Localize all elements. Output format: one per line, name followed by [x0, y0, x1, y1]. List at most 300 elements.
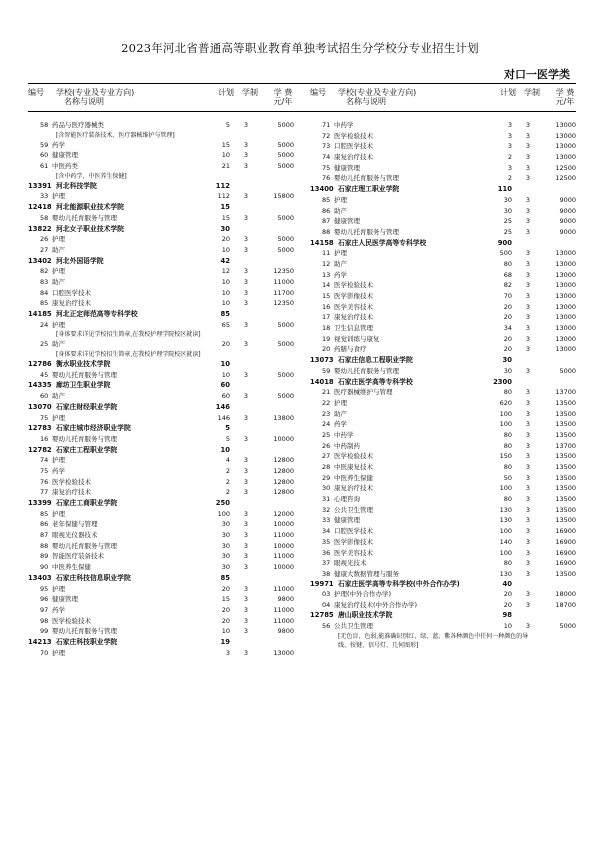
major-name: 口腔医学技术 [52, 288, 91, 297]
major-fee: 5000 [277, 213, 294, 222]
major-length: 3 [525, 313, 530, 322]
school-row [28, 637, 296, 648]
school-name: 石家庄信息工程职业学院 [338, 356, 413, 365]
school-name: 石家庄科技信息职业学院 [56, 573, 131, 582]
school-plan: 19 [220, 637, 230, 646]
major-fee: 5000 [277, 340, 294, 349]
major-row [28, 487, 296, 498]
major-fee: 13000 [555, 249, 576, 258]
major-fee: 12350 [273, 267, 294, 276]
major-name: 中药制药 [334, 441, 360, 450]
major-length: 3 [525, 345, 530, 354]
header-code: 编号 [310, 88, 326, 97]
left-list [28, 114, 296, 658]
major-code: 03 [322, 590, 331, 599]
major-fee: 13000 [555, 142, 576, 151]
major-length: 3 [243, 520, 248, 529]
major-code: 14 [322, 281, 331, 290]
major-name: 医疗器械维护与管理 [334, 388, 393, 397]
major-length: 3 [525, 131, 530, 140]
major-code: 31 [322, 495, 331, 504]
major-row [310, 216, 578, 227]
major-name: 医学美容技术 [334, 302, 373, 311]
school-name: 河北正定师范高等专科学校 [56, 310, 138, 318]
major-plan: 5 [225, 121, 230, 129]
major-row [310, 398, 578, 409]
major-name: 公共卫生管理 [334, 505, 373, 514]
major-code: 85 [322, 195, 331, 204]
major-name: 医学影像技术 [334, 537, 373, 546]
major-row [28, 466, 296, 477]
major-length: 3 [243, 552, 248, 561]
major-plan: 30 [221, 531, 230, 540]
major-code: 89 [40, 552, 49, 561]
major-plan: 21 [221, 162, 230, 171]
major-name: 医学美容技术 [334, 548, 373, 557]
major-fee: 13500 [555, 398, 576, 407]
major-name: 护理 [334, 398, 347, 407]
major-fee: 13000 [555, 121, 576, 129]
major-fee: 12800 [273, 456, 294, 465]
major-row [28, 616, 296, 627]
major-length: 3 [243, 595, 248, 604]
major-plan: 100 [499, 527, 512, 536]
major-name: 医学检验技术 [334, 452, 373, 461]
major-fee: 9000 [559, 217, 576, 226]
major-row [28, 584, 296, 595]
school-name: 石家庄人民医学高等专科学校 [338, 238, 427, 247]
major-name: 婴幼儿托育服务与管理 [334, 174, 399, 183]
major-name: 健康管理 [334, 217, 360, 226]
major-row [28, 551, 296, 562]
school-row [310, 610, 578, 621]
major-name: 药学 [52, 140, 65, 149]
major-code: 75 [322, 163, 331, 172]
major-plan: 10 [221, 288, 230, 297]
school-row [28, 359, 296, 370]
major-length: 3 [525, 622, 530, 631]
major-code: 16 [40, 434, 49, 443]
major-note: [含中药学、中医养生保健] [56, 172, 127, 180]
major-name: 康复治疗技术 [52, 299, 91, 308]
major-name: 护理 [334, 249, 347, 258]
major-row [310, 141, 578, 152]
school-row [28, 498, 296, 509]
major-length: 3 [243, 162, 248, 171]
major-fee: 18000 [555, 590, 576, 599]
major-fee: 16900 [555, 548, 576, 557]
major-length: 3 [243, 277, 248, 286]
major-name: 老年保健与管理 [52, 520, 98, 529]
header-plan: 计划 [218, 88, 234, 97]
major-length: 3 [525, 420, 530, 429]
major-length: 3 [525, 600, 530, 609]
major-name: 药学 [52, 605, 65, 614]
school-name: 衡水职业技术学院 [56, 360, 111, 369]
major-name: 婴幼儿托育服务与管理 [334, 366, 399, 375]
major-code: 85 [40, 509, 49, 518]
major-name: 护理 [52, 267, 65, 276]
major-plan: 20 [221, 235, 230, 244]
major-name: 婴幼儿托育服务与管理 [334, 227, 399, 236]
major-row [28, 288, 296, 299]
major-code: 33 [322, 516, 331, 525]
major-length: 3 [525, 324, 530, 333]
major-name: 康复治疗技术 [52, 488, 91, 497]
school-name: 石家庄医学高等专科学校 [338, 377, 413, 386]
major-plan: 2 [225, 477, 230, 486]
major-plan: 620 [499, 398, 512, 407]
major-code: 18 [322, 324, 331, 333]
major-plan: 10 [503, 622, 512, 631]
school-plan: 2300 [493, 377, 512, 386]
major-code: 25 [40, 340, 49, 349]
major-plan: 10 [221, 151, 230, 160]
major-fee: 11700 [273, 288, 294, 297]
major-fee: 16900 [555, 559, 576, 568]
major-plan: 10 [221, 277, 230, 286]
major-code: 60 [40, 151, 49, 160]
major-row [310, 120, 578, 131]
major-plan: 15 [221, 140, 230, 149]
major-plan: 100 [499, 409, 512, 418]
major-row [310, 462, 578, 473]
major-name: 康复治疗技术 [334, 484, 373, 493]
major-name: 智能医疗装备技术 [52, 552, 104, 561]
major-plan: 50 [503, 473, 512, 482]
major-name: 婴幼儿托育服务与管理 [52, 370, 117, 379]
major-length: 3 [243, 213, 248, 222]
major-code: 36 [322, 548, 331, 557]
major-plan: 20 [503, 313, 512, 322]
major-fee: 13500 [555, 463, 576, 471]
major-note: [无色盲、色弱,能准确识别红、绿、蓝、紫各种颜色中任何一种颜色的导线、按键、信号灯、几何图形] [338, 632, 529, 649]
major-length: 3 [243, 509, 248, 518]
major-plan: 34 [503, 324, 512, 333]
major-length: 3 [525, 121, 530, 129]
school-code: 12783 [28, 424, 52, 433]
major-name: 视觉训练与康复 [334, 334, 380, 343]
major-plan: 146 [217, 413, 230, 422]
major-code: 82 [40, 267, 49, 276]
major-plan: 5 [225, 434, 230, 443]
major-fee: 16900 [555, 537, 576, 546]
major-length: 3 [243, 413, 248, 422]
school-plan: 98 [502, 611, 512, 620]
major-plan: 100 [217, 509, 230, 518]
school-plan: 40 [502, 579, 512, 588]
major-fee: 13000 [555, 270, 576, 279]
major-row [310, 419, 578, 430]
major-note: [含智能医疗装备技术、医疗器械维护与管理] [56, 131, 175, 139]
major-fee: 12800 [273, 488, 294, 497]
major-name: 康复治疗技术(中外合作办学) [334, 600, 418, 609]
major-row [28, 594, 296, 605]
major-plan: 30 [503, 206, 512, 215]
major-length: 3 [525, 270, 530, 279]
header-name: 学校(专业及专业方向) 名称与说明 [56, 88, 135, 106]
major-code: 13 [322, 270, 331, 279]
major-length: 3 [243, 616, 248, 625]
major-plan: 20 [503, 302, 512, 311]
major-plan: 20 [221, 584, 230, 593]
major-name: 婴幼儿托育服务与管理 [52, 434, 117, 443]
header-length: 学制 [524, 88, 540, 97]
major-fee: 15800 [273, 192, 294, 201]
major-name: 口腔医学技术 [334, 527, 373, 536]
major-row [28, 370, 296, 381]
major-length: 3 [525, 527, 530, 536]
school-code: 13402 [28, 256, 52, 265]
major-fee: 13500 [555, 409, 576, 418]
major-name: 中药学 [334, 430, 354, 439]
school-name: 石家庄工商职业学院 [56, 499, 118, 507]
major-fee: 13500 [555, 430, 576, 439]
major-code: 95 [40, 584, 49, 593]
school-row [28, 573, 296, 584]
major-name: 健康大数据管理与服务 [334, 569, 399, 578]
major-code: 86 [322, 206, 331, 215]
major-plan: 3 [225, 648, 230, 657]
major-code: 34 [322, 527, 331, 536]
major-code: 22 [322, 398, 331, 407]
major-fee: 12000 [273, 509, 294, 518]
major-code: 15 [322, 292, 331, 300]
major-code: 29 [322, 473, 331, 482]
major-code: 20 [322, 345, 331, 354]
header-name: 学校(专业及专业方向) 名称与说明 [338, 88, 417, 106]
major-plan: 12 [221, 267, 230, 276]
school-code: 12782 [28, 445, 52, 454]
major-row [310, 280, 578, 291]
school-code: 14158 [310, 238, 334, 247]
major-code: 21 [322, 388, 331, 397]
header-fee: 学 费 元/年 [555, 88, 575, 106]
major-length: 3 [243, 235, 248, 244]
major-code: 96 [40, 595, 49, 604]
school-code: 13403 [28, 573, 52, 582]
major-row [310, 537, 578, 548]
major-length: 3 [243, 477, 248, 486]
major-row [310, 515, 578, 526]
major-row [28, 509, 296, 520]
school-code: 13073 [310, 356, 334, 365]
major-row [28, 626, 296, 637]
major-fee: 13000 [555, 259, 576, 268]
major-name: 医学检验技术 [52, 616, 91, 625]
major-length: 3 [243, 140, 248, 149]
major-fee: 13800 [273, 413, 294, 422]
major-plan: 10 [221, 370, 230, 379]
major-plan: 20 [221, 340, 230, 349]
major-fee: 5000 [277, 370, 294, 379]
major-fee: 13000 [555, 334, 576, 343]
major-code: 87 [322, 217, 331, 226]
major-fee: 10000 [273, 563, 294, 572]
major-fee: 9800 [277, 595, 294, 604]
major-name: 卫生信息管理 [334, 324, 373, 333]
major-fee: 13500 [555, 569, 576, 578]
major-fee: 5000 [277, 162, 294, 171]
school-name: 石家庄理工职业学院 [338, 185, 400, 194]
school-row [28, 445, 296, 456]
school-row [28, 224, 296, 235]
school-plan: 30 [220, 224, 230, 233]
major-name: 助产 [334, 206, 347, 215]
major-row [310, 291, 578, 302]
major-name: 护理 [52, 320, 65, 329]
major-fee: 10000 [273, 520, 294, 529]
major-code: 26 [322, 441, 331, 450]
major-plan: 80 [503, 559, 512, 568]
major-code: 12 [322, 259, 331, 268]
major-fee: 5000 [277, 151, 294, 160]
major-code: 88 [40, 541, 49, 550]
major-row [28, 455, 296, 466]
major-fee: 13700 [555, 441, 576, 450]
major-fee: 9000 [559, 227, 576, 236]
major-row [28, 541, 296, 552]
school-row [28, 380, 296, 391]
category-subtitle: 对口一医学类 [504, 68, 570, 81]
major-length: 3 [525, 388, 530, 397]
major-name: 护理 [334, 195, 347, 204]
major-row [310, 131, 578, 142]
major-fee: 13500 [555, 516, 576, 525]
major-code: 73 [322, 142, 331, 151]
major-length: 3 [243, 299, 248, 308]
major-row [310, 430, 578, 441]
school-row [28, 402, 296, 413]
major-plan: 100 [499, 484, 512, 493]
major-plan: 3 [507, 121, 512, 129]
major-note: [身体要求详见学校招生简章,在我校护理学院校区就读] [56, 351, 201, 359]
header-plan: 计划 [500, 88, 516, 97]
major-row [310, 589, 578, 600]
major-length: 3 [525, 206, 530, 215]
major-name: 口腔医学技术 [334, 142, 373, 151]
major-name: 医学检验技术 [334, 131, 373, 140]
major-code: 38 [322, 569, 331, 578]
major-fee: 5000 [277, 392, 294, 401]
school-name: 河北能源职业技术学院 [56, 203, 124, 212]
major-name: 中医康复技术 [334, 463, 373, 471]
major-fee: 13000 [555, 345, 576, 354]
school-code: 19971 [310, 579, 334, 588]
major-row [28, 391, 296, 402]
major-length: 3 [243, 605, 248, 614]
major-plan: 130 [499, 505, 512, 514]
school-plan: 110 [497, 185, 512, 194]
major-name: 助产 [52, 340, 65, 349]
school-code: 13391 [28, 181, 52, 190]
major-fee: 13500 [555, 495, 576, 504]
major-code: 75 [40, 466, 49, 475]
major-plan: 10 [221, 245, 230, 254]
major-plan: 25 [503, 227, 512, 236]
major-plan: 30 [221, 563, 230, 572]
major-plan: 100 [499, 548, 512, 557]
major-length: 3 [525, 484, 530, 493]
major-row [310, 483, 578, 494]
major-length: 3 [525, 163, 530, 172]
major-code: 24 [322, 420, 331, 429]
major-length: 3 [243, 434, 248, 443]
major-row [28, 562, 296, 573]
page-title: 2023年河北省普通高等职业教育单独考试招生分学校分专业招生计划 [121, 41, 479, 55]
major-name: 护理 [52, 235, 65, 244]
header-fee: 学 费 元/年 [273, 88, 293, 106]
major-code: 84 [40, 288, 49, 297]
major-length: 3 [525, 516, 530, 525]
major-plan: 80 [503, 495, 512, 504]
major-row [310, 451, 578, 462]
major-code: 58 [40, 121, 49, 129]
major-name: 心理咨询 [334, 495, 360, 504]
major-row [28, 320, 296, 331]
major-plan: 10 [221, 299, 230, 308]
major-plan: 2 [507, 174, 512, 183]
major-fee: 13000 [555, 302, 576, 311]
school-code: 14335 [28, 381, 52, 390]
major-fee: 13000 [273, 648, 294, 657]
major-row [310, 259, 578, 270]
major-code: 45 [40, 370, 49, 379]
major-name: 健康管理 [334, 163, 360, 172]
major-length: 3 [243, 340, 248, 349]
major-code: 86 [40, 520, 49, 529]
school-plan: 30 [502, 356, 512, 365]
major-row [310, 558, 578, 569]
school-row [310, 184, 578, 195]
school-row [310, 355, 578, 366]
major-length: 3 [525, 249, 530, 258]
major-fee: 12350 [273, 299, 294, 308]
major-code: 75 [40, 413, 49, 422]
major-row [310, 302, 578, 313]
major-name: 药品与医疗器械类 [52, 121, 104, 129]
major-row [310, 600, 578, 611]
major-row [28, 191, 296, 202]
major-code: 87 [40, 531, 49, 540]
major-fee: 5000 [277, 245, 294, 254]
major-fee: 12800 [273, 466, 294, 475]
major-length: 3 [525, 590, 530, 599]
school-plan: 10 [220, 360, 230, 369]
major-code: 77 [40, 488, 49, 497]
major-row [310, 227, 578, 238]
major-length: 3 [525, 259, 530, 268]
major-fee: 11000 [273, 584, 294, 593]
major-name: 婴幼儿托育服务与管理 [52, 627, 117, 636]
major-length: 3 [243, 541, 248, 550]
major-fee: 13000 [555, 324, 576, 333]
school-code: 13070 [28, 402, 52, 411]
major-length: 3 [525, 473, 530, 482]
major-code: 11 [322, 249, 331, 258]
school-row [28, 202, 296, 213]
major-row [310, 409, 578, 420]
major-name: 公共卫生管理 [334, 622, 373, 631]
major-plan: 2 [225, 488, 230, 497]
major-row [310, 323, 578, 334]
major-code: 98 [40, 616, 49, 625]
major-code: 61 [40, 162, 49, 171]
school-plan: 250 [215, 499, 230, 507]
header-code: 编号 [28, 88, 44, 97]
major-plan: 20 [221, 605, 230, 614]
major-length: 3 [243, 466, 248, 475]
